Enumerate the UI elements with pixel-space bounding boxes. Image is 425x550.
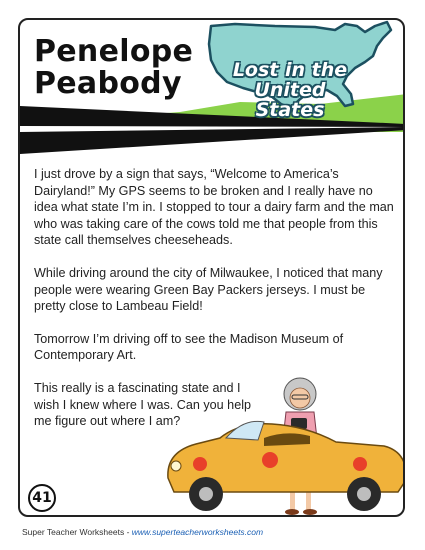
car-and-driver-illustration: [160, 368, 405, 517]
penelope-leg-left: [290, 492, 295, 510]
banner-text: [220, 60, 360, 120]
story-paragraph: Tomorrow I’m driving off to see the Madison Museum of Contemporary Art.: [34, 331, 344, 363]
story-paragraph: This really is a fascinating state and I wish I knew where I was. Can you help me figure out where I am?: [34, 380, 251, 429]
car-headlight: [171, 461, 181, 471]
car-hubcap-back: [357, 487, 371, 501]
story-paragraph: I just drove by a sign that says, “Welcome to America’s Dairyland!” My GPS seems to be broken and I really have no idea what state I’m in. I stopped to tour a dairy farm and the man who was taking care of the cows told me that people from this state call themselves cheeseheads.: [34, 167, 394, 248]
banner-line-1: Lost in the: [232, 59, 348, 81]
title-line-1: Penelope: [34, 34, 194, 69]
worksheet-card: [18, 18, 405, 517]
footer-url-link[interactable]: www.superteacherworksheets.com: [131, 527, 264, 537]
penelope-shoe-left: [285, 509, 299, 515]
footer-credit: [22, 527, 263, 537]
worksheet-title: [34, 36, 193, 100]
banner-line-2: United States: [254, 79, 326, 121]
footer-brand: Super Teacher Worksheets -: [22, 527, 132, 537]
car-hubcap-front: [199, 487, 213, 501]
car-flower-1: [193, 457, 207, 471]
penelope-shoe-right: [303, 509, 317, 515]
car-flower-2: [262, 452, 278, 468]
car-flower-3: [353, 457, 367, 471]
story-paragraph: While driving around the city of Milwaukee, I noticed that many people were wearing Green Bay Packers jerseys. I must be pretty close to Lambeau Field!: [34, 265, 383, 314]
title-line-2: Peabody: [34, 66, 182, 101]
yellow-car: [168, 421, 405, 511]
penelope-leg-right: [306, 492, 311, 510]
worksheet-number-badge: 41: [28, 484, 56, 512]
penelope-face: [290, 388, 310, 408]
